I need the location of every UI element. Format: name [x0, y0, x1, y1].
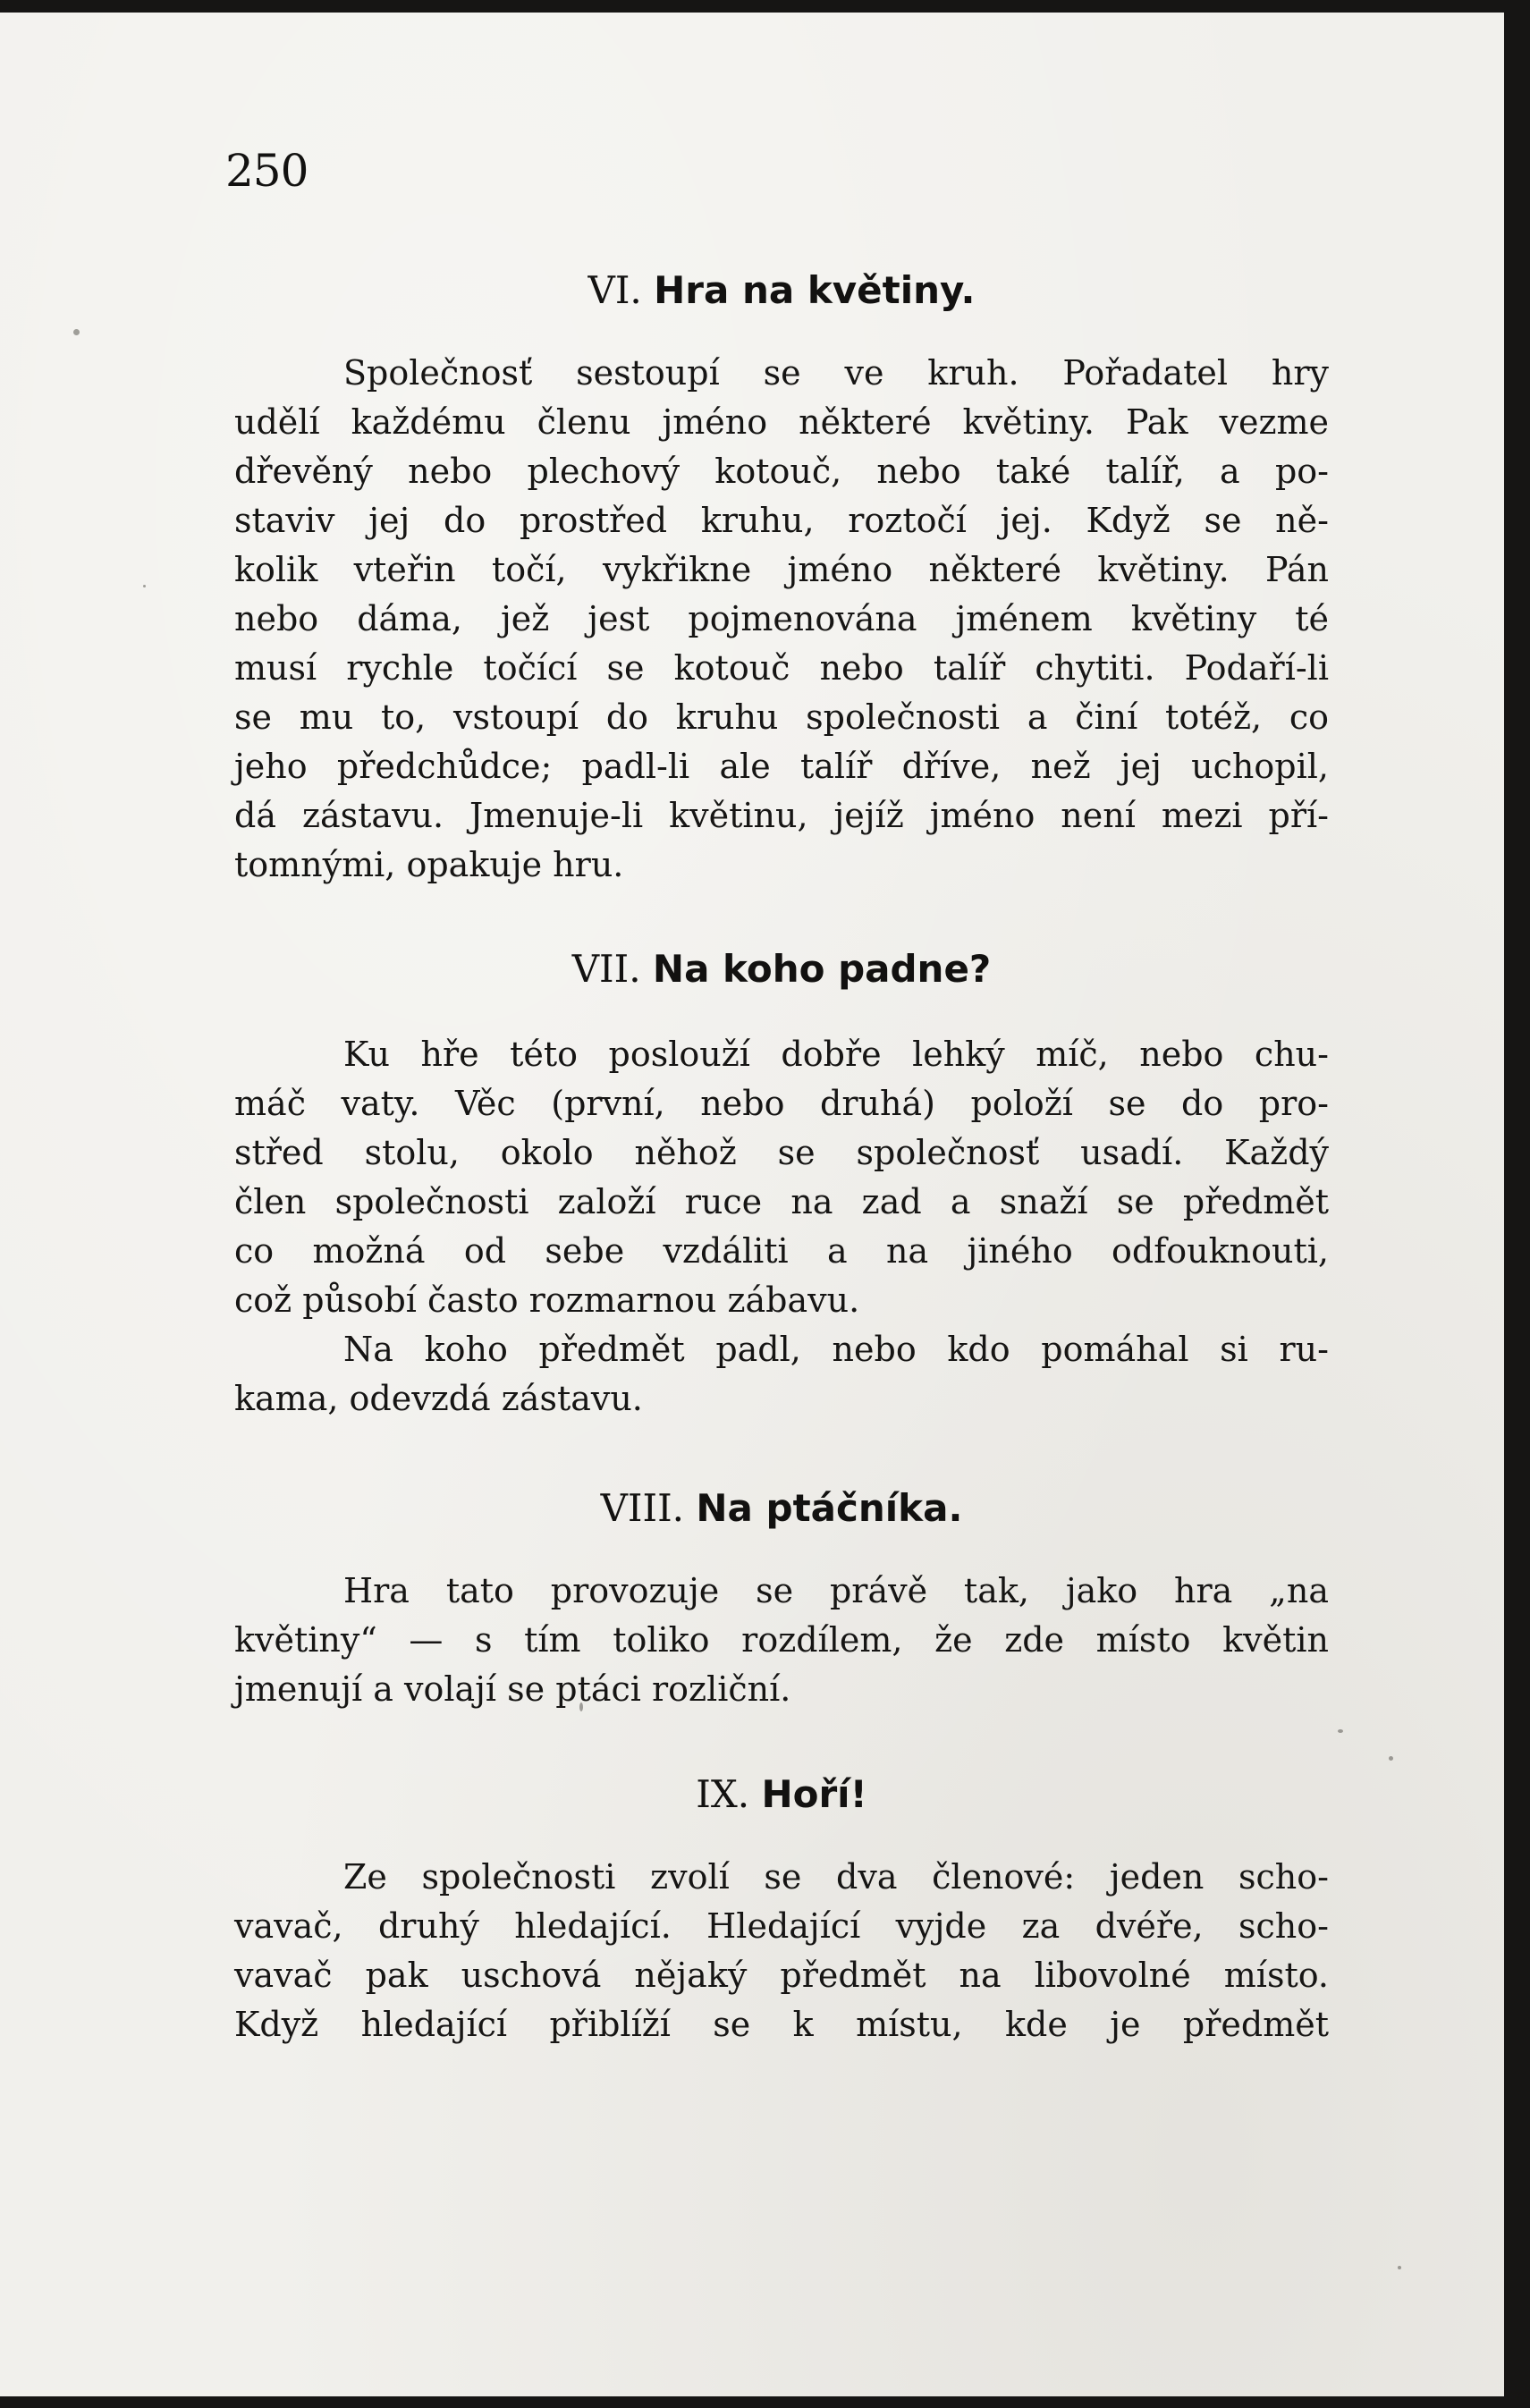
- section-title: Hoří!: [761, 1772, 867, 1816]
- text-line: vavač, druhý hledající. Hledající vyjde za dvéře, scho-: [234, 1906, 1329, 1946]
- page-number: 250: [225, 145, 309, 197]
- paper-speck: [73, 329, 80, 335]
- text-line: Společnosť sestoupí se ve kruh. Pořadatel hry: [343, 353, 1329, 393]
- paper-speck: [143, 585, 146, 587]
- text-line: kama, odevzdá zástavu.: [234, 1379, 643, 1418]
- section-paragraph: [234, 1853, 1329, 2049]
- paper-speck: [1389, 1756, 1393, 1761]
- section-number: VIII.: [600, 1486, 685, 1530]
- text-line: kolik vteřin točí, vykřikne jméno některé květiny. Pán: [234, 550, 1329, 589]
- section-number: VI.: [587, 268, 642, 312]
- text-line: Když hledající přiblíží se k místu, kde je předmět: [234, 2005, 1329, 2044]
- text-line: květiny“ — s tím toliko rozdílem, že zde místo květin: [234, 1620, 1329, 1660]
- text-line: Ze společnosti zvolí se dva členové: jeden scho-: [343, 1857, 1329, 1897]
- section-title: Na ptáčníka.: [696, 1486, 963, 1530]
- text-line: což působí často rozmarnou zábavu.: [234, 1280, 860, 1320]
- section-paragraph: [234, 349, 1329, 890]
- text-line: dřevěný nebo plechový kotouč, nebo také talíř, a po-: [234, 452, 1329, 491]
- paper-speck: [1338, 1729, 1343, 1733]
- section-number: IX.: [696, 1772, 750, 1816]
- text-line: se mu to, vstoupí do kruhu společnosti a činí totéž, co: [234, 697, 1329, 737]
- paper-speck: [1398, 2266, 1401, 2269]
- text-line: dá zástavu. Jmenuje-li květinu, jejíž jméno není mezi pří-: [234, 796, 1329, 835]
- section-number: VII.: [571, 947, 641, 991]
- text-line: Hra tato provozuje se právě tak, jako hra „na: [343, 1571, 1329, 1610]
- section-heading: [234, 1486, 1329, 1530]
- section-paragraph: [234, 1567, 1329, 1714]
- text-line: člen společnosti založí ruce na zad a snaží se předmět: [234, 1182, 1329, 1221]
- text-line: musí rychle točící se kotouč nebo talíř chytiti. Podaří-li: [234, 648, 1329, 688]
- section-title: Na koho padne?: [652, 947, 992, 991]
- text-line: Na koho předmět padl, nebo kdo pomáhal si ru-: [343, 1330, 1329, 1369]
- text-line: jmenují a volají se ptáci rozliční.: [234, 1669, 791, 1709]
- text-line: střed stolu, okolo něhož se společnosť usadí. Každý: [234, 1133, 1329, 1172]
- text-line: co možná od sebe vzdáliti a na jiného odfouknouti,: [234, 1231, 1329, 1271]
- text-line: tomnými, opakuje hru.: [234, 845, 624, 884]
- section-heading: [234, 268, 1329, 312]
- text-line: udělí každému členu jméno některé květiny. Pak vezme: [234, 402, 1329, 442]
- text-line: máč vaty. Věc (první, nebo druhá) položí se do pro-: [234, 1084, 1329, 1123]
- text-line: staviv jej do prostřed kruhu, roztočí jej. Když se ně-: [234, 501, 1329, 540]
- text-line: vavač pak uschová nějaký předmět na libovolné místo.: [234, 1956, 1329, 1995]
- section-title: Hra na květiny.: [654, 268, 976, 312]
- text-line: nebo dáma, jež jest pojmenována jménem květiny té: [234, 599, 1329, 638]
- text-line: jeho předchůdce; padl-li ale talíř dříve, než jej uchopil,: [234, 747, 1329, 786]
- book-page: [0, 13, 1504, 2396]
- section-heading: [234, 947, 1329, 991]
- section-paragraph: [234, 1030, 1329, 1424]
- text-line: Ku hře této poslouží dobře lehký míč, nebo chu-: [343, 1035, 1329, 1074]
- section-heading: [234, 1772, 1329, 1816]
